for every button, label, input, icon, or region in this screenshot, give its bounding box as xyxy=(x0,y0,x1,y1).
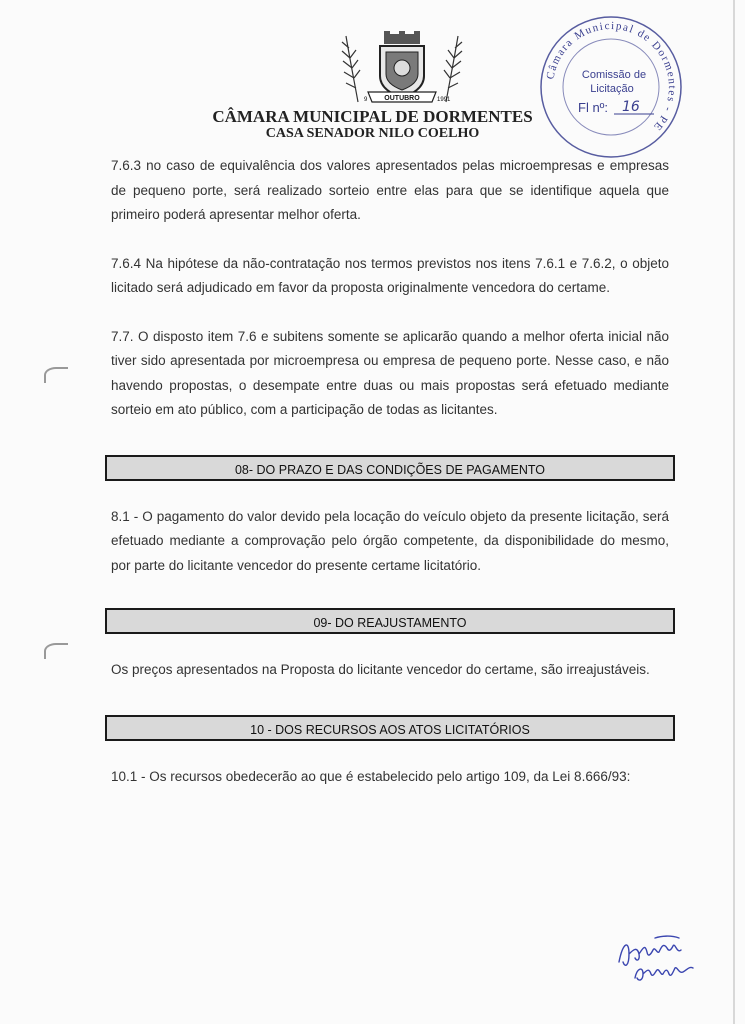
paragraph-7-7: 7.7. O disposto item 7.6 e subitens somente se aplicarão quando a melhor oferta inicial não tiver sido apresentada por microempresa ou empresa de pequeno porte. Nesse caso, e não havendo propostas, o desempate entre duas ou mais propostas será efetuado mediante sorteio em ato público, com a participação de todas as licitantes. xyxy=(111,328,669,417)
coat-of-arms-logo xyxy=(340,30,464,106)
section-heading-09: 09- DO REAJUSTAMENTO xyxy=(105,608,675,634)
crest-year-left: 9 xyxy=(364,97,368,103)
stamp-fl-number: 16 xyxy=(622,99,640,115)
stamp-ring-text: Câmara Municipal de Dormentes - PE xyxy=(544,19,679,134)
paragraph-09: Os preços apresentados na Proposta do licitante vencedor do certame, são irreajustáveis. xyxy=(111,662,650,677)
crest-year-right: 1991 xyxy=(437,97,451,103)
document-body xyxy=(111,154,669,813)
stamp-fl-label: Fl nº: xyxy=(578,100,609,115)
commission-stamp xyxy=(536,12,686,162)
header-subtitle: CASA SENADOR NILO COELHO xyxy=(265,126,480,141)
stamp-line2: Licitação xyxy=(590,83,634,95)
handwritten-signature xyxy=(615,932,715,992)
paragraph-7-6-4: 7.6.4 Na hipótese da não-contratação nos termos previstos nos itens 7.6.1 e 7.6.2, o objeto licitado será adjudicado em favor da proposta originalmente vencedora do certame. xyxy=(111,255,669,295)
paragraph-7-6-3: 7.6.3 no caso de equivalência dos valores apresentados pelas microempresas e empresas de pequeno porte, será realizado sorteio entre elas para que se identifique aquela que primeiro poderá apresentar melhor oferta. xyxy=(111,158,669,222)
section-heading-08: 08- DO PRAZO E DAS CONDIÇÕES DE PAGAMENTO xyxy=(105,455,675,481)
section-heading-10: 10 - DOS RECURSOS AOS ATOS LICITATÓRIOS xyxy=(105,715,675,741)
paragraph-8-1: 8.1 - O pagamento do valor devido pela locação do veículo objeto da presente licitação, será efetuado mediante a comprovação pelo órgão competente, da disponibilidade do mesmo, por parte do licitante vencedor do presente certame licitatório. xyxy=(111,508,669,573)
punch-hole-bottom xyxy=(44,643,68,659)
punch-hole-top xyxy=(44,367,68,383)
crest-banner-text: OUTUBRO xyxy=(384,95,420,102)
header-title: CÂMARA MUNICIPAL DE DORMENTES xyxy=(212,107,533,126)
paragraph-10-1: 10.1 - Os recursos obedecerão ao que é estabelecido pelo artigo 109, da Lei 8.666/93: xyxy=(111,768,631,784)
stamp-line1: Comissão de xyxy=(581,69,647,81)
